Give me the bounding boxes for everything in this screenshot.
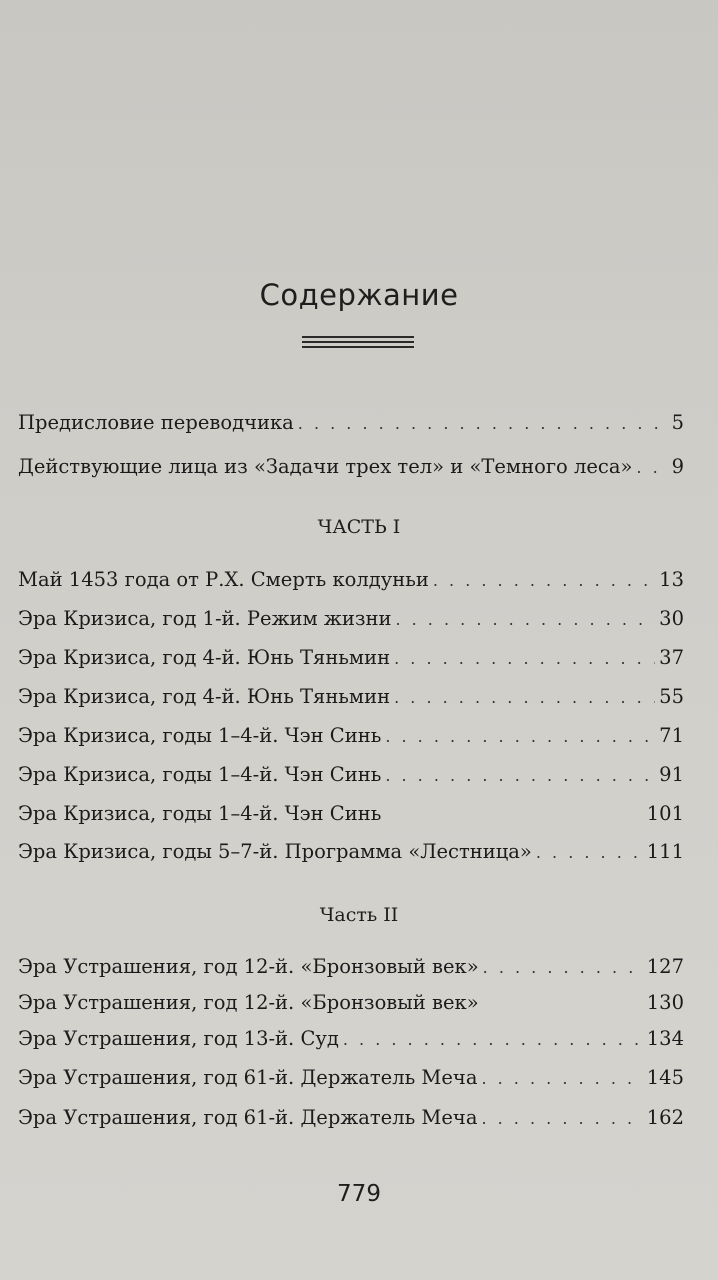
toc-entry-page: 111 [646,840,684,863]
toc-entry-title: Май 1453 года от Р.Х. Смерть колдуньи [18,568,429,591]
toc-entry [18,991,684,1021]
toc-entry-page: 130 [646,991,684,1014]
toc-entry-page: 162 [646,1106,684,1129]
toc-entry [18,1066,684,1096]
toc-entry [18,840,684,870]
toc-entry-page: 55 [659,685,684,708]
toc-entry [18,607,684,637]
leader-dots [298,414,668,433]
toc-entry-title: Эра Устрашения, год 12-й. «Бронзовый век» [18,991,479,1014]
toc-entry-page: 37 [659,646,684,669]
toc-entry-title: Эра Кризиса, год 1-й. Режим жизни [18,607,392,630]
toc-entry-page: 13 [659,568,684,591]
toc-entry-page: 134 [646,1027,684,1050]
toc-entry [18,455,684,485]
toc-entry-title: Эра Устрашения, год 13-й. Суд [18,1027,339,1050]
page-number: 779 [337,1181,381,1207]
toc-entry-page: 9 [671,455,684,478]
toc-entry-page: 91 [659,763,684,786]
toc-entry-title: Эра Кризиса, годы 1–4-й. Чэн Синь [18,724,382,747]
toc-entry-title: Эра Кризиса, год 4-й. Юнь Тяньмин [18,685,391,708]
leader-dots [536,843,643,862]
title-ornament-rule [302,336,414,352]
toc-entry-title: Эра Кризиса, год 4-й. Юнь Тяньмин [18,646,391,669]
toc-entry [18,955,684,985]
toc-entry [18,1106,684,1136]
toc-entry-title: Эра Кризиса, годы 1–4-й. Чэн Синь [18,763,382,786]
leader-dots [433,571,655,590]
leader-dots [481,1069,642,1088]
part-heading: ЧАСТЬ I [317,516,401,538]
toc-entry [18,724,684,754]
toc-entry [18,685,684,715]
toc-entry [18,763,684,793]
toc-entry-page: 5 [671,411,684,434]
toc-entry-page: 101 [646,802,684,825]
leader-dots [481,1109,642,1128]
toc-entry-page: 71 [659,724,684,747]
toc-entry-page: 127 [646,955,684,978]
part-heading: Часть II [319,904,399,926]
leader-dots [394,649,655,668]
leader-dots [395,610,655,629]
leader-dots [394,688,655,707]
toc-entry-title: Действующие лица из «Задачи трех тел» и «Темного леса» [18,455,633,478]
leader-dots [343,1030,643,1049]
leader-dots [483,958,643,977]
toc-entry-title: Эра Устрашения, год 61-й. Держатель Меча [18,1106,478,1129]
toc-entry [18,646,684,676]
toc-entry-title: Эра Устрашения, год 12-й. «Бронзовый век» [18,955,479,978]
toc-entry-page: 145 [646,1066,684,1089]
toc-entry [18,1027,684,1057]
toc-entry [18,568,684,598]
toc-entry-title: Эра Кризиса, годы 5–7-й. Программа «Лестница» [18,840,532,863]
toc-entry [18,411,684,441]
toc-entry-title: Эра Устрашения, год 61-й. Держатель Меча [18,1066,478,1089]
leader-dots [385,727,655,746]
leader-dots [385,766,655,785]
page-title: Содержание [259,278,459,312]
toc-entry-title: Эра Кризиса, годы 1–4-й. Чэн Синь [18,802,382,825]
leader-dots [636,458,667,477]
toc-entry [18,802,684,832]
toc-entry-title: Предисловие переводчика [18,411,294,434]
toc-entry-page: 30 [659,607,684,630]
